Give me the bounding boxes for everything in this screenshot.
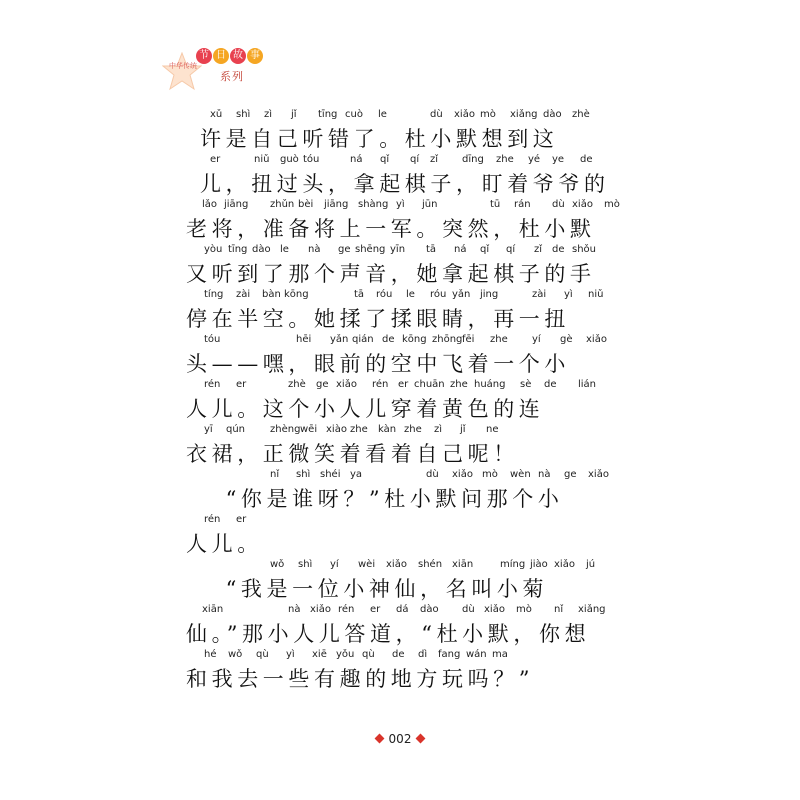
series-char: 日 [213,48,229,64]
series-char: 事 [247,48,263,64]
pinyin: er [398,379,409,390]
pinyin: zài [532,289,547,300]
pinyin: zǐ [534,244,543,255]
pinyin: de [392,649,405,660]
pinyin: niǔ [588,289,604,300]
pinyin: yì [396,199,405,210]
pinyin: xiǎo [310,604,331,615]
pinyin: yì [564,289,573,300]
pinyin: róu [430,289,447,300]
pinyin: fang [438,649,461,660]
pinyin: yòu [204,244,223,255]
pinyin: ya [350,469,363,480]
pinyin: xiǎo [554,559,575,570]
pinyin: le [378,109,387,120]
pinyin: yīn [390,244,406,255]
story-line [200,154,620,199]
pinyin: sè [520,379,532,390]
pinyin: yǒu [336,649,355,660]
pinyin: tíng [204,289,224,300]
pinyin: wǒ [228,649,243,660]
pinyin: xiān [452,559,474,570]
pinyin: zhe [490,334,508,345]
pinyin: er [210,154,221,165]
pinyin: zhe [496,154,514,165]
pinyin: ná [350,154,363,165]
pinyin: xiǎo [586,334,607,345]
pinyin: ná [454,244,467,255]
pinyin: tū [490,199,501,210]
pinyin: zhè [288,379,306,390]
pinyin: shì [298,559,313,570]
pinyin: shàng [358,199,389,210]
pinyin: fēi [462,334,475,345]
page-number: 002 [388,732,412,746]
pinyin: mò [480,109,496,120]
pinyin: tā [354,289,365,300]
story-line [186,334,620,379]
pinyin: zhèng [270,424,301,435]
pinyin: kàn [378,424,397,435]
hanzi-line: 许是自己听错了。杜小默想到这 [200,127,559,151]
pinyin: guò [280,154,299,165]
hanzi-line: 头——嘿，眼前的空中飞着一个小 [186,352,570,376]
hanzi-line: 人儿。这个小人儿穿着黄色的连 [186,397,545,421]
pinyin: qù [256,649,269,660]
hanzi-line: 儿，扭过头，拿起棋子，盯着爷爷的 [200,172,610,196]
pinyin: nǐ [554,604,564,615]
pinyin: wán [466,649,487,660]
pinyin: kōng [284,289,309,300]
pinyin: ge [338,244,351,255]
pinyin: qǐ [480,244,490,255]
pinyin: qǐ [380,154,390,165]
pinyin: xiǎo [454,109,475,120]
pinyin: nà [538,469,551,480]
pinyin: tā [426,244,437,255]
pinyin: nà [288,604,301,615]
pinyin: wēi [300,424,318,435]
pinyin: nǐ [270,469,280,480]
pinyin: yǎn [452,289,471,300]
pinyin: wèi [358,559,376,570]
page-footer [0,732,800,746]
pinyin: tóu [204,334,221,345]
pinyin: xiǎng [578,604,606,615]
badge-text: 中华传统 [169,62,197,70]
hanzi-line: “你是谁呀？”杜小默问那个小 [200,487,564,511]
pinyin: yí [330,559,339,570]
pinyin: cuò [345,109,363,120]
series-char: 故 [230,48,246,64]
pinyin: huáng [474,379,506,390]
pinyin: xiǎng [510,109,538,120]
story-line [200,109,620,154]
pinyin: ge [564,469,577,480]
pinyin: zhōng [432,334,463,345]
pinyin: shéi [320,469,341,480]
pinyin: zì [264,109,273,120]
pinyin: zǐ [430,154,439,165]
pinyin: nà [308,244,321,255]
pinyin: le [280,244,289,255]
pinyin: de [552,244,565,255]
pinyin: shēng [355,244,386,255]
pinyin: shì [296,469,311,480]
pinyin: dá [396,604,409,615]
pinyin: qí [506,244,516,255]
pinyin: jiāng [224,199,249,210]
pinyin: jǐ [291,109,297,120]
pinyin: tóu [303,154,320,165]
pinyin: kōng [402,334,427,345]
pinyin: dì [418,649,428,660]
pinyin: jing [480,289,499,300]
pinyin: le [406,289,415,300]
story-line [186,379,620,424]
pinyin: jiào [530,559,548,570]
pinyin: wǒ [270,559,285,570]
pinyin: dù [462,604,475,615]
pinyin: niǔ [254,154,270,165]
pinyin: jiāng [324,199,349,210]
diamond-icon [374,734,384,744]
pinyin: ma [492,649,508,660]
pinyin: dù [552,199,565,210]
pinyin: yí [532,334,541,345]
pinyin: jú [586,559,596,570]
pinyin: xiān [202,604,224,615]
series-label: 系列 [220,70,244,83]
story-line [186,604,620,649]
pinyin: dù [430,109,443,120]
pinyin: gè [560,334,573,345]
hanzi-line: 老将，准备将上一军。突然，杜小默 [186,217,596,241]
pinyin: hé [204,649,217,660]
pinyin: zhe [404,424,422,435]
pinyin: dào [543,109,562,120]
pinyin: yǎn [330,334,349,345]
pinyin: yì [286,649,295,660]
story-text [186,109,620,694]
pinyin: mò [516,604,532,615]
pinyin: jūn [422,199,438,210]
series-header [160,44,270,94]
pinyin: rén [204,379,221,390]
pinyin: xiǎo [386,559,407,570]
pinyin: hēi [296,334,312,345]
pinyin: yé [528,154,541,165]
pinyin: ye [552,154,565,165]
story-line [186,424,620,469]
pinyin: rén [372,379,389,390]
pinyin: chuān [414,379,445,390]
pinyin: mò [604,199,620,210]
pinyin: zhe [450,379,468,390]
pinyin: rén [338,604,355,615]
story-line [186,289,620,334]
series-title [196,48,263,64]
series-char: 节 [196,48,212,64]
pinyin: bàn [262,289,281,300]
story-line [186,649,620,694]
pinyin: xiǎo [588,469,609,480]
pinyin: dīng [462,154,484,165]
hanzi-line: “我是一位小神仙，名叫小菊 [200,577,549,601]
pinyin: shén [418,559,443,570]
pinyin: míng [500,559,526,570]
pinyin: qí [410,154,420,165]
pinyin: qù [362,649,375,660]
pinyin: dào [252,244,271,255]
story-line [200,469,620,514]
pinyin: er [236,514,247,525]
pinyin: ge [316,379,329,390]
pinyin: jǐ [460,424,466,435]
pinyin: dào [420,604,439,615]
pinyin: yī [204,424,213,435]
pinyin: rén [204,514,221,525]
pinyin: qún [226,424,246,435]
pinyin: lǎo [202,199,218,210]
pinyin: er [370,604,381,615]
pinyin: zhǔn [270,199,295,210]
pinyin: xiǎo [452,469,473,480]
pinyin: xǔ [210,109,223,120]
pinyin: zhe [350,424,368,435]
pinyin: er [236,379,247,390]
pinyin: de [382,334,395,345]
pinyin: bèi [298,199,314,210]
diamond-icon [416,734,426,744]
pinyin: lián [578,379,597,390]
story-line [186,514,620,559]
pinyin: xiào [326,424,347,435]
pinyin: xiǎo [572,199,593,210]
pinyin: wèn [510,469,531,480]
hanzi-line: 仙。”那小人儿答道，“杜小默，你想 [186,622,591,646]
pinyin: xiǎo [336,379,357,390]
pinyin: dù [426,469,439,480]
story-line [200,559,620,604]
pinyin: de [580,154,593,165]
pinyin: zì [434,424,443,435]
story-line [186,244,620,289]
story-line [186,199,620,244]
pinyin: de [544,379,557,390]
pinyin: shǒu [572,244,597,255]
hanzi-line: 又听到了那个声音，她拿起棋子的手 [186,262,596,286]
pinyin: zhè [572,109,590,120]
pinyin: xiǎo [484,604,505,615]
pinyin: shì [236,109,251,120]
hanzi-line: 人儿。 [186,532,263,556]
pinyin: zài [236,289,251,300]
hanzi-line: 和我去一些有趣的地方玩吗？” [186,667,535,691]
pinyin: tīng [318,109,338,120]
hanzi-line: 停在半空。她揉了揉眼睛，再一扭 [186,307,570,331]
hanzi-line: 衣裙，正微笑着看着自己呢！ [186,442,519,466]
pinyin: róu [376,289,393,300]
pinyin: xiē [312,649,327,660]
pinyin: ne [486,424,499,435]
pinyin: mò [482,469,498,480]
pinyin: tīng [228,244,248,255]
pinyin: qián [352,334,374,345]
pinyin: rán [514,199,531,210]
